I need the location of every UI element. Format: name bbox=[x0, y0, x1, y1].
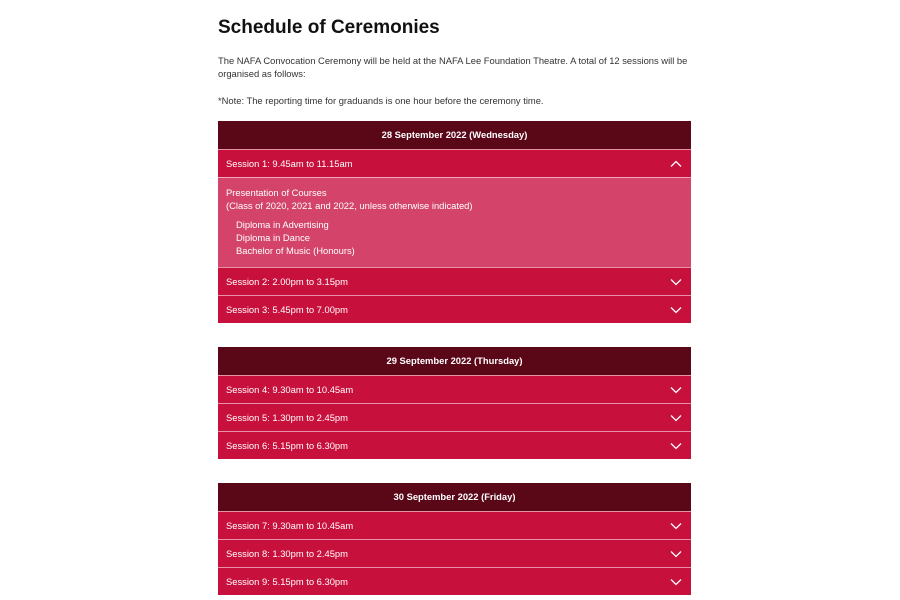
chevron-down-icon bbox=[669, 549, 683, 559]
course-list bbox=[226, 218, 683, 257]
session-label: Session 2: 2.00pm to 3.15pm bbox=[226, 275, 348, 287]
day-header: 28 September 2022 (Wednesday) bbox=[218, 121, 691, 149]
day-section-2 bbox=[218, 347, 691, 459]
panel-subheading: (Class of 2020, 2021 and 2022, unless otherwise indicated) bbox=[226, 200, 473, 211]
session-6-toggle[interactable] bbox=[218, 431, 691, 459]
session-8-toggle[interactable] bbox=[218, 539, 691, 567]
intro-text: The NAFA Convocation Ceremony will be held at the NAFA Lee Foundation Theatre. A total of 12 sessions will be organised as follows: bbox=[218, 55, 688, 79]
chevron-down-icon bbox=[669, 385, 683, 395]
chevron-up-icon bbox=[669, 159, 683, 169]
session-label: Session 4: 9.30am to 10.45am bbox=[226, 383, 354, 395]
session-label: Session 7: 9.30am to 10.45am bbox=[226, 519, 354, 531]
day-header: 30 September 2022 (Friday) bbox=[218, 483, 691, 511]
course-item: Bachelor of Music (Honours) bbox=[236, 245, 355, 256]
session-label: Session 5: 1.30pm to 2.45pm bbox=[226, 411, 348, 423]
day-section-1 bbox=[218, 121, 691, 323]
chevron-down-icon bbox=[669, 305, 683, 315]
chevron-down-icon bbox=[669, 413, 683, 423]
chevron-down-icon bbox=[669, 277, 683, 287]
chevron-down-icon bbox=[669, 577, 683, 587]
course-item: Diploma in Dance bbox=[236, 232, 310, 243]
day-header: 29 September 2022 (Thursday) bbox=[218, 347, 691, 375]
page-title: Schedule of Ceremonies bbox=[218, 17, 440, 38]
course-item: Diploma in Advertising bbox=[236, 219, 329, 230]
session-label: Session 1: 9.45am to 11.15am bbox=[226, 157, 353, 169]
session-4-toggle[interactable] bbox=[218, 375, 691, 403]
session-label: Session 3: 5.45pm to 7.00pm bbox=[226, 303, 348, 315]
session-1-panel bbox=[218, 177, 691, 267]
session-2-toggle[interactable] bbox=[218, 267, 691, 295]
session-label: Session 6: 5.15pm to 6.30pm bbox=[226, 439, 348, 451]
schedule-content bbox=[218, 16, 691, 595]
session-label: Session 9: 5.15pm to 6.30pm bbox=[226, 575, 348, 587]
session-9-toggle[interactable] bbox=[218, 567, 691, 595]
day-section-3 bbox=[218, 483, 691, 595]
chevron-down-icon bbox=[669, 441, 683, 451]
session-5-toggle[interactable] bbox=[218, 403, 691, 431]
session-label: Session 8: 1.30pm to 2.45pm bbox=[226, 547, 348, 559]
panel-heading: Presentation of Courses bbox=[226, 187, 327, 198]
session-7-toggle[interactable] bbox=[218, 511, 691, 539]
chevron-down-icon bbox=[669, 521, 683, 531]
session-1-toggle[interactable] bbox=[218, 149, 691, 177]
note-text: *Note: The reporting time for graduands is one hour before the ceremony time. bbox=[218, 95, 544, 106]
session-3-toggle[interactable] bbox=[218, 295, 691, 323]
